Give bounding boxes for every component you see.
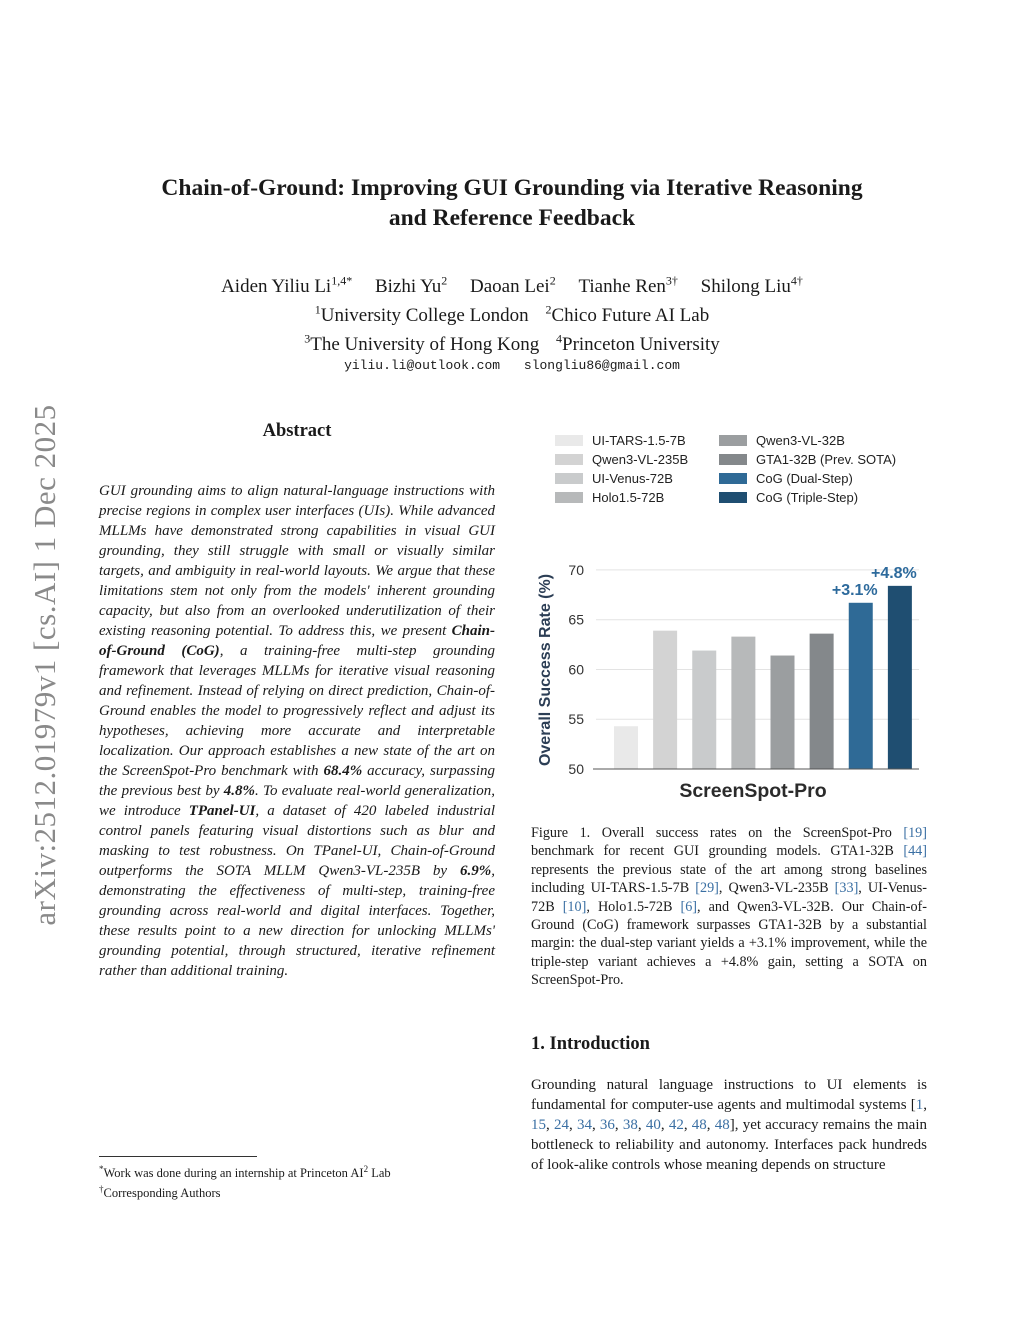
citation-link[interactable]: 24 [553,1117,569,1133]
bar-4 [771,656,795,769]
legend-label: CoG (Dual-Step) [756,471,853,486]
paper-title [80,173,944,233]
figure-caption: Figure 1. Overall success rates on the ScreenSpot-Pro [19] benchmark for recent GUI grounding models. GTA1-32B [44] represents the previous state of the art among strong baselines including UI-TARS-1.5-7B [29], Qwen3-VL-235B [33], UI-Venus-72B [10], Holo1.5-72B [6], and Qwen3-VL-32B. Our Chain-of-Ground (CoG) framework surpasses GTA1-32B by a substantial margin: the dual-step variant yields a +3.1% improvement, while the triple-step variant achieves a +4.8% gain, setting a SOTA on ScreenSpot-Pro. [531,825,927,989]
affiliation-line [100,299,924,328]
author-list [100,270,924,299]
arxiv-identifier-text: arXiv:2512.01979v1 [cs.AI] 1 Dec 2025 [27,404,62,926]
y-tick-label: 70 [568,561,584,578]
bar-2 [692,651,716,769]
title-line-1: Chain-of-Ground: Improving GUI Grounding via Iterative Reasoning [161,175,863,201]
bar-3 [731,637,755,769]
author: Bizhi Yu$^2$ [374,274,448,298]
legend-label: Qwen3-VL-235B [592,452,689,467]
legend-swatch [555,473,583,484]
abstract-heading: Abstract [262,421,332,441]
legend-swatch [719,454,747,465]
email-address[interactable]: yiliu.li@outlook.com [344,358,501,373]
legend-label: UI-Venus-72B [592,471,673,486]
y-axis-ticks [568,562,584,777]
bar-0 [614,726,638,769]
chart-legend [555,433,896,505]
bar-1 [653,631,677,769]
affiliation: $^1$University College London [314,302,529,327]
introduction-text: Grounding natural language instructions to UI elements is fundamental for computer-use agents and multimodal systems [1, 15, 24, 34, 36, 38, 40, 42, 48, 48], yet accuracy remains the main bottleneck to reliability and autonomy. Interfaces pack hundreds of look-alike controls whose meaning depends on structure [531,1077,927,1173]
legend-swatch [555,492,583,503]
author-emails [100,358,924,373]
author-block [100,270,924,356]
affiliation: $^2$Chico Future AI Lab [545,302,710,327]
bar-5 [810,634,834,769]
bar-7 [888,586,912,769]
abstract-text: GUI grounding aims to align natural-language instructions with precise regions in complex user interfaces (UIs). While advanced MLLMs have demonstrated strong capabilities in visual GUI grounding, they still struggle with small or visually similar targets, and ambiguity in real-world layouts. We argue that these limitations stem not only from the models' inherent grounding capacity, but also from an overlooked underutilization of their existing reasoning potential. To address this, we present Chain-of-Ground (CoG), a training-free multi-step grounding framework that leverages MLLMs for iterative visual reasoning and refinement. Instead of relying on direct prediction, Chain-of-Ground enables the model to progressively reflect and adjust its hypotheses, achieving more accurate and interpretable localization. Our approach establishes a new state of the art on the ScreenSpot-Pro benchmark with 68.4% accuracy, surpassing the previous best by 4.8%. To evaluate real-world generalization, we introduce TPanel-UI, a dataset of 420 labeled industrial control panels featuring visual distortions such as blur and masking to test robustness. On TPanel-UI, Chain-of-Ground outperforms the SOTA MLLM Qwen3-VL-235B by 6.9%, demonstrating the effectiveness of multi-step, training-free grounding across real-world and digital interfaces. Together, these results point to a new direction for unlocking MLLMs' grounding potential, through structured, iterative refinement rather than additional training. [99,483,496,979]
bar-annotation: +3.1% [831,581,878,599]
footnote-divider [99,1156,257,1157]
section-heading-introduction: 1. Introduction [531,1034,650,1054]
author: Daoan Lei$^2$ [470,274,556,298]
citation-link[interactable]: 15 [531,1117,546,1133]
citation-link[interactable]: 34 [576,1117,592,1133]
citation-link[interactable]: [29] [695,880,719,897]
affiliation-line [100,328,924,357]
citation-link[interactable]: [19] [903,825,927,841]
bar-annotation: +4.8% [870,564,917,582]
legend-label: GTA1-32B (Prev. SOTA) [756,452,897,467]
legend-label: UI-TARS-1.5-7B [592,433,686,448]
y-tick-label: 65 [568,611,584,628]
bar-6 [849,603,873,769]
legend-swatch [555,435,583,446]
legend-label: CoG (Triple-Step) [756,490,859,505]
citation-link[interactable]: [10] [562,898,587,915]
legend-swatch [719,435,747,446]
legend-swatch [555,454,583,465]
footnote: *Work was done during an internship at Princeton $AI^2$ Lab [99,1164,391,1181]
citation-link[interactable]: [33] [834,880,859,897]
citation-link[interactable]: 40 [645,1117,661,1133]
citation-link[interactable]: 36 [599,1117,615,1133]
x-axis-label: ScreenSpot-Pro [679,780,827,802]
email-address[interactable]: slongliu86@gmail.com [523,358,680,373]
footnotes [99,1161,499,1201]
bar-chart [531,425,931,815]
citation-link[interactable]: 42 [668,1117,684,1133]
citation-link[interactable]: 48 [714,1117,730,1133]
y-tick-label: 50 [568,761,584,777]
y-tick-label: 60 [568,661,584,678]
footnote: †Corresponding Authors [99,1184,221,1201]
citation-link[interactable]: 38 [622,1117,638,1133]
legend-label: Holo1.5-72B [592,490,665,505]
arxiv-identifier [20,385,70,945]
author: Shilong Liu$^{4\dagger}$ [700,274,803,298]
affiliation: $^4$Princeton University [556,331,720,355]
author: Aiden Yiliu $Li^{1,4*}$ [221,274,353,298]
legend-swatch [719,473,747,484]
title-line-2: and Reference Feedback [388,205,636,231]
chart-bars [614,586,912,769]
citation-link[interactable]: 48 [691,1117,707,1133]
figure-1-chart [531,425,931,815]
citation-link[interactable]: 1 [915,1097,924,1113]
y-axis-label: Overall Success Rate (%) [537,573,554,767]
citation-link[interactable]: [44] [903,843,927,860]
legend-label: Qwen3-VL-32B [756,433,845,448]
citation-link[interactable]: [6] [680,898,698,915]
y-tick-label: 55 [568,711,584,728]
author: Tianhe Ren$^{3\dagger}$ [578,274,678,298]
legend-swatch [719,492,747,503]
affiliation: $^3$The University of Hong Kong [304,331,540,355]
